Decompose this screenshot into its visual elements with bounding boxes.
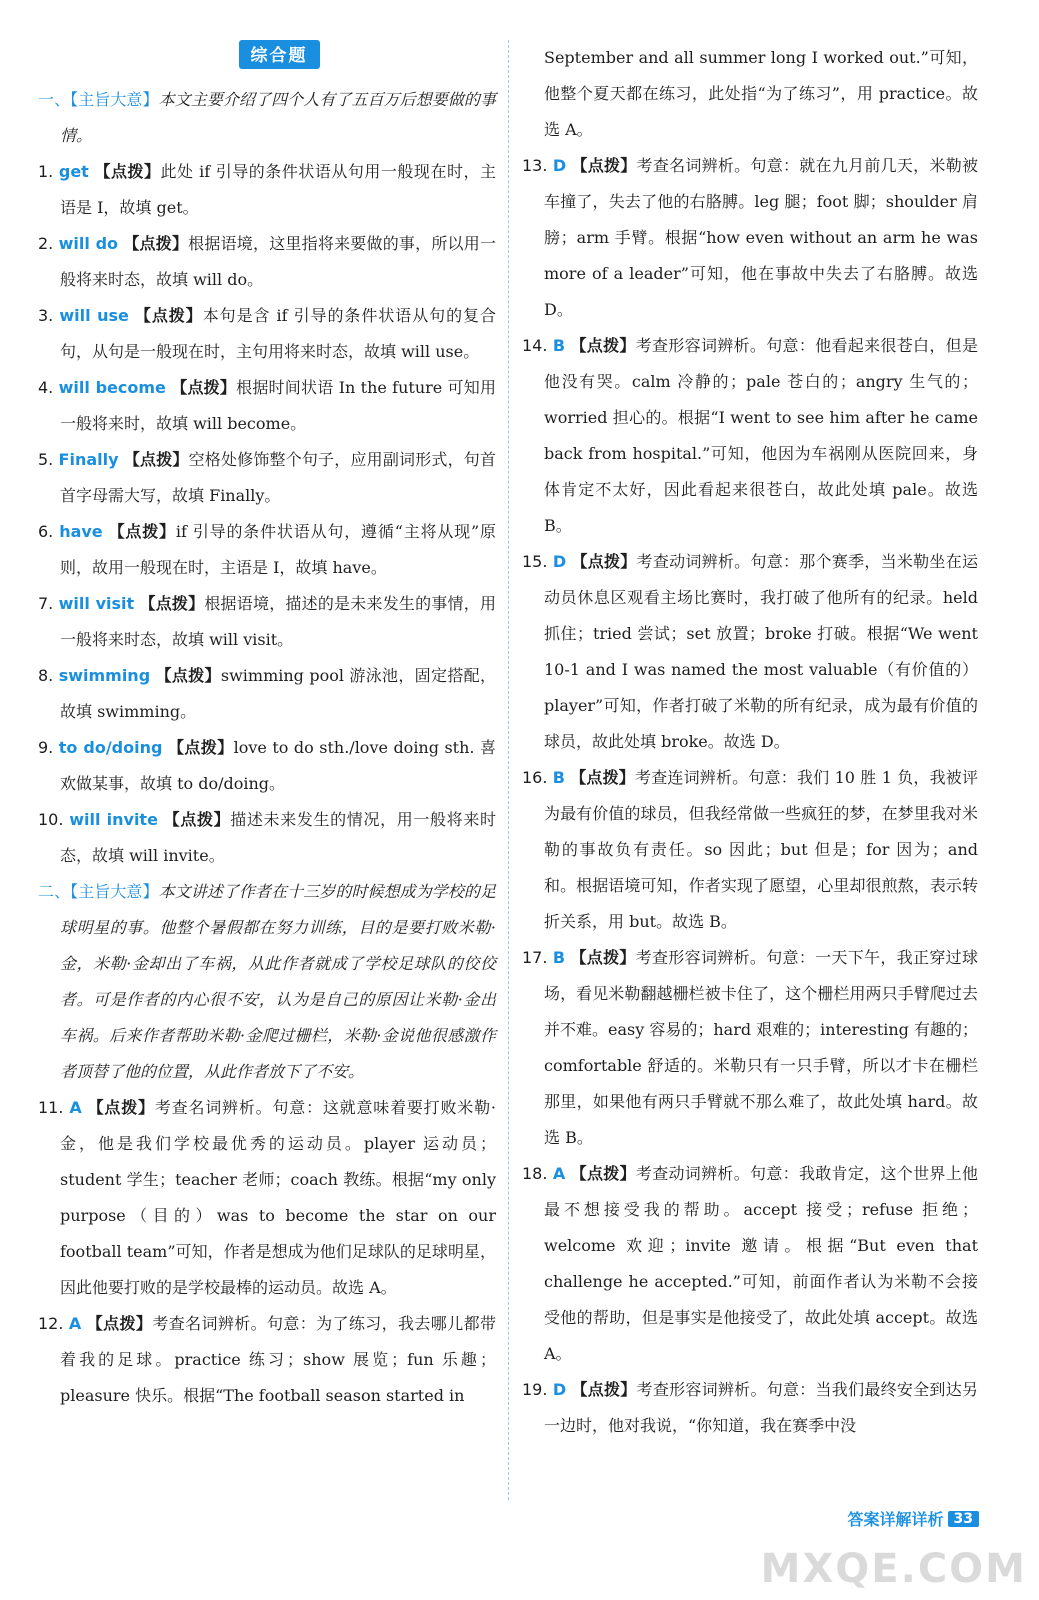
answer-item — [38, 442, 496, 514]
answer-key: A — [552, 1164, 566, 1183]
item-number: 18. — [522, 1164, 548, 1183]
answer-key: B — [552, 948, 566, 967]
answer-item — [38, 514, 496, 586]
explanation-text: 考查名词辨析。句意：就在九月前几天，米勒被车撞了，失去了他的右胳膊。leg 腿；foot 脚；shoulder 肩膀；arm 手臂。根据“how even without an arm he was more of a leader”可知，他在事故中失去了右胳膊。故选 D。 — [544, 156, 978, 319]
answer-item — [522, 544, 978, 760]
explanation-text: 考查动词辨析。句意：我敢肯定，这个世界上他最不想接受我的帮助。accept 接受；refuse 拒绝；welcome 欢迎；invite 邀请。根据“But even that challenge he accepted.”可知，前面作者认为米勒不会接受他的帮助，但是事实是他接受了，故此处填 accept。故选 A。 — [544, 1164, 978, 1363]
explanation-text: swimming pool 游泳池，固定搭配，故填 swimming。 — [60, 666, 496, 721]
answer-item — [38, 1090, 496, 1306]
answer-key: will invite — [69, 810, 158, 829]
answer-item — [38, 370, 496, 442]
explanation-text: 根据时间状语 In the future 可知用一般将来时，故填 will become。 — [60, 378, 496, 433]
item-number: 7. — [38, 594, 54, 613]
item-number: 12. — [38, 1314, 64, 1333]
answer-key: have — [59, 522, 103, 541]
answer-item — [522, 1156, 978, 1372]
item-number: 6. — [38, 522, 54, 541]
hint-tag: 【点拨】 — [571, 552, 637, 571]
left-column — [38, 40, 496, 1414]
answer-item — [38, 802, 496, 874]
answer-item — [38, 298, 496, 370]
explanation-text: 考查名词辨析。句意：为了练习，我去哪儿都带着我的足球。practice 练习；show 展览；fun 乐趣；pleasure 快乐。根据“The football season started in — [60, 1314, 496, 1405]
explanation-text: 根据语境，描述的是未来发生的事情，用一般将来时态，故填 will visit。 — [60, 594, 496, 649]
watermark: MXQE.COM — [760, 1546, 1027, 1592]
explanation-text: 空格处修饰整个句子，应用副词形式，句首首字母需大写，故填 Finally。 — [60, 450, 496, 505]
hint-tag: 【点拨】 — [94, 162, 161, 181]
item-number: 19. — [522, 1380, 548, 1399]
hint-tag: 【点拨】 — [134, 306, 203, 325]
explanation-text: 考查名词辨析。句意：这就意味着要打败米勒·金，他是我们学校最优秀的运动员。player 运动员；student 学生；teacher 老师；coach 教练。根据“my only purpose（目的）was to become the star on our football team”可知，作者是想成为他们足球队的足球明星，因此他要打败的是学校最棒的运动员。故选 A。 — [60, 1098, 496, 1297]
explanation-text: 考查动词辨析。句意：那个赛季，当米勒坐在运动员休息区观看主场比赛时，我打破了他所有的纪录。held 抓住；tried 尝试；set 放置；broke 打破。根据“We went 10-1 and I was named the most valuable（有价值的）player”可知，作者打破了米勒的所有纪录，成为最有价值的球员，故此处填 broke。故选 D。 — [544, 552, 978, 751]
item-number: 17. — [522, 948, 548, 967]
answer-key: will visit — [58, 594, 135, 613]
answer-item — [522, 328, 978, 544]
answer-key: Finally — [58, 450, 119, 469]
summary-text: 本文主要介绍了四个人有了五百万后想要做的事情。 — [60, 90, 496, 145]
hint-tag: 【点拨】 — [571, 1380, 637, 1399]
hint-tag: 【点拨】 — [570, 1164, 636, 1183]
summary-heading: 二、【主旨大意】 — [38, 882, 159, 901]
hint-tag: 【点拨】 — [87, 1098, 155, 1117]
answer-key: get — [58, 162, 89, 181]
summary-heading: 一、【主旨大意】 — [38, 90, 159, 109]
right-answer-list — [522, 40, 978, 1444]
footer-label: 答案详解详析 — [847, 1510, 944, 1529]
answer-item — [522, 148, 978, 328]
item-number: 8. — [38, 666, 54, 685]
explanation-text: 考查连词辨析。句意：我们 10 胜 1 负，我被评为最有价值的球员，但我经常做一些疯狂的梦，在梦里我对米勒的事故负有责任。so 因此；but 但是；for 因为；and 和。根据语境可知，作者实现了愿望，心里却很煎熬，表示转折关系，用 but。故选 B。 — [544, 768, 978, 931]
explanation-text: love to do sth./love doing sth. 喜欢做某事，故填 to do/doing。 — [60, 738, 496, 793]
answer-item — [38, 226, 496, 298]
answer-item — [38, 1306, 496, 1414]
explanation-text: 本句是含 if 引导的条件状语从句的复合句，从句是一般现在时，主句用将来时态，故填 will use。 — [60, 306, 497, 361]
explanation-text: 考查形容词辨析。句意：他看起来很苍白，但是他没有哭。calm 冷静的；pale 苍白的；angry 生气的；worried 担心的。根据“I went to see him after he came back from hospital.”可知，他因为车祸刚从医院回来，身体肯定不太好，因此看起来很苍白，故此处填 pale。故选 B。 — [544, 336, 978, 535]
item-number: 11. — [38, 1098, 64, 1117]
explanation-text: 根据语境，这里指将来要做的事，所以用一般将来时态，故填 will do。 — [60, 234, 496, 289]
item-number: 3. — [38, 306, 54, 325]
hint-tag: 【点拨】 — [86, 1314, 153, 1333]
hint-tag: 【点拨】 — [571, 156, 637, 175]
explanation-text: 考查形容词辨析。句意：当我们最终安全到达另一边时，他对我说，“你知道，我在赛季中没 — [544, 1380, 978, 1435]
continued-explanation — [522, 40, 978, 148]
item-number: 13. — [522, 156, 548, 175]
hint-tag: 【点拨】 — [570, 768, 635, 787]
answer-item — [522, 760, 978, 940]
hint-tag: 【点拨】 — [163, 810, 231, 829]
hint-tag: 【点拨】 — [123, 450, 189, 469]
item-number: 4. — [38, 378, 54, 397]
item-number: 16. — [522, 768, 548, 787]
answer-key: D — [552, 156, 567, 175]
item-number: 9. — [38, 738, 54, 757]
item-number: 2. — [38, 234, 54, 253]
item-number: 5. — [38, 450, 54, 469]
answer-key: swimming — [58, 666, 151, 685]
hint-tag: 【点拨】 — [167, 738, 234, 757]
explanation-text: 此处 if 引导的条件状语从句用一般现在时，主语是 I，故填 get。 — [60, 162, 496, 217]
item-number: 1. — [38, 162, 54, 181]
answer-key: will do — [58, 234, 119, 253]
answer-key: A — [69, 1098, 82, 1117]
answer-item — [522, 1372, 978, 1444]
right-column — [522, 40, 978, 1444]
page-footer — [848, 1507, 980, 1530]
summary-paragraph — [38, 82, 496, 154]
explanation-text: September and all summer long I worked out.”可知，他整个夏天都在练习，此处指“为了练习”，用 practice。故选 A。 — [544, 48, 978, 139]
section-badge-wrap — [38, 40, 496, 74]
item-number: 15. — [522, 552, 548, 571]
answer-item — [38, 730, 496, 802]
page-number: 33 — [948, 1511, 979, 1527]
answer-key: will become — [58, 378, 166, 397]
hint-tag: 【点拨】 — [171, 378, 237, 397]
column-divider — [508, 40, 509, 1500]
hint-tag: 【点拨】 — [570, 948, 636, 967]
answer-key: A — [68, 1314, 82, 1333]
section-badge: 综合题 — [239, 40, 320, 69]
hint-tag: 【点拨】 — [155, 666, 221, 685]
left-answer-list — [38, 82, 496, 1414]
item-number: 10. — [38, 810, 64, 829]
answer-key: B — [552, 768, 565, 787]
answer-key: D — [552, 1380, 567, 1399]
answer-item — [38, 586, 496, 658]
item-number: 14. — [522, 336, 548, 355]
answer-key: D — [552, 552, 567, 571]
answer-item — [38, 154, 496, 226]
answer-item — [38, 658, 496, 730]
hint-tag: 【点拨】 — [570, 336, 636, 355]
answer-key: to do/doing — [58, 738, 163, 757]
hint-tag: 【点拨】 — [139, 594, 205, 613]
explanation-text: if 引导的条件状语从句，遵循“主将从现”原则，故用一般现在时，主语是 I，故填 have。 — [60, 522, 496, 577]
answer-item — [522, 940, 978, 1156]
explanation-text: 考查形容词辨析。句意：一天下午，我正穿过球场，看见米勒翻越栅栏被卡住了，这个栅栏用两只手臂爬过去并不难。easy 容易的；hard 艰难的；interesting 有趣的；comfortable 舒适的。米勒只有一只手臂，所以才卡在栅栏那里，如果他有两只手臂就不那么难了，故此处填 hard。故选 B。 — [544, 948, 978, 1147]
hint-tag: 【点拨】 — [123, 234, 189, 253]
explanation-text: 描述未来发生的情况，用一般将来时态，故填 will invite。 — [60, 810, 496, 865]
answer-key: will use — [59, 306, 129, 325]
summary-paragraph — [38, 874, 496, 1090]
answer-key: B — [552, 336, 566, 355]
hint-tag: 【点拨】 — [108, 522, 176, 541]
summary-text: 本文讲述了作者在十三岁的时候想成为学校的足球明星的事。他整个暑假都在努力训练，目的是要打败米勒·金，米勒·金却出了车祸，从此作者就成了学校足球队的佼佼者。可是作者的内心很不安，认为是自己的原因让米勒·金出车祸。后来作者帮助米勒·金爬过栅栏，米勒·金说他很感激作者顶替了他的位置，从此作者放下了不安。 — [60, 882, 496, 1081]
